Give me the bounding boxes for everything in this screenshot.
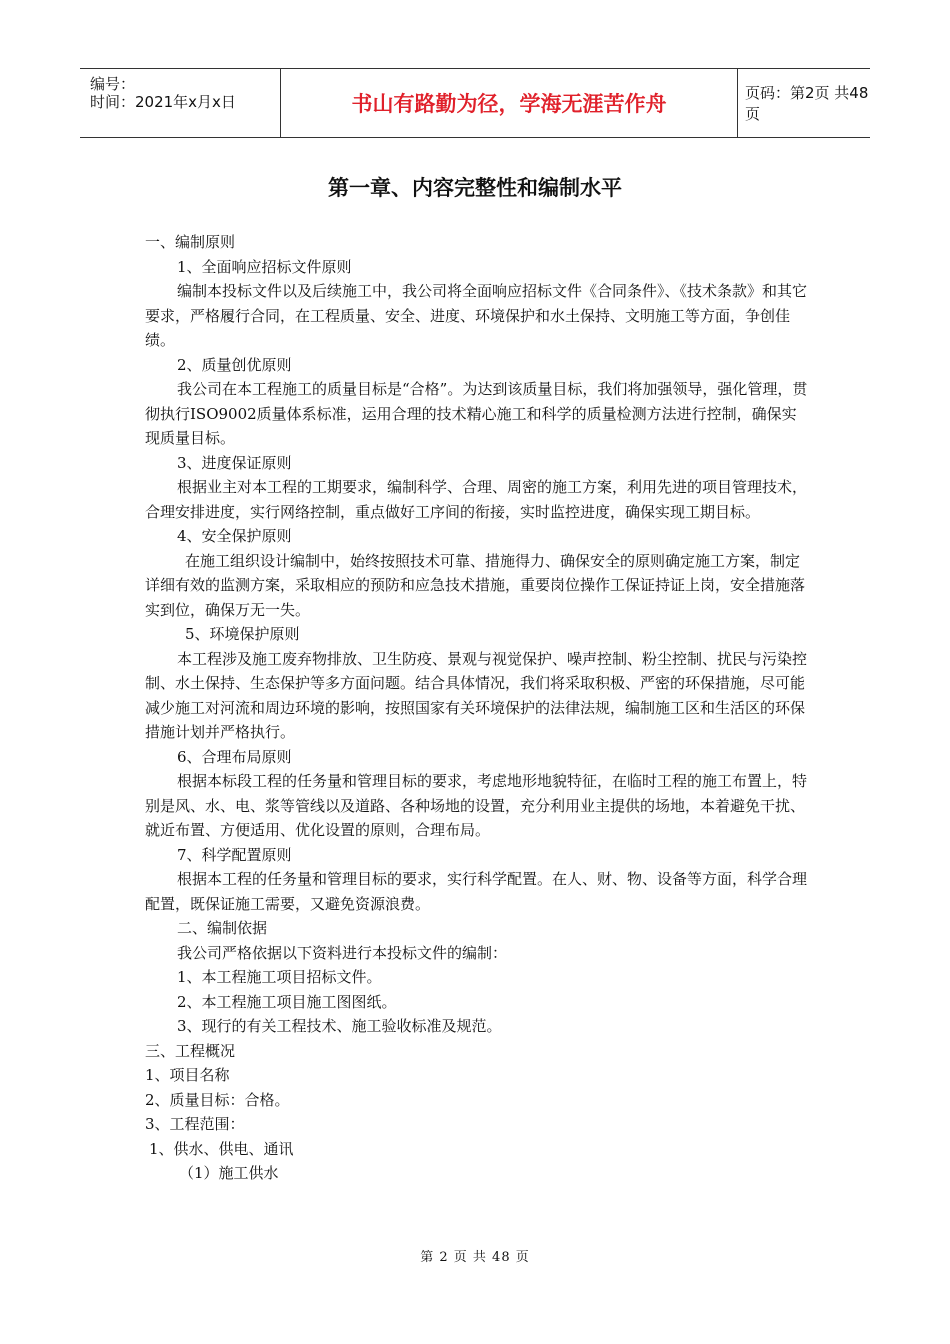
page-footer: 第 2 页 共 48 页: [420, 1250, 530, 1265]
subsection-heading: 4、安全保护原则: [177, 527, 292, 545]
list-item: 2、质量目标：合格。: [145, 1090, 290, 1109]
list-item: （1）施工供水: [179, 1164, 279, 1182]
paragraph: 根据本标段工程的任务量和管理目标的要求，考虑地形地貌特征，在临时工程的施工布置上，特别是风、水、电、浆等管线以及道路、各种场地的设置，充分利用业主提供的场地，本着避免干扰、就近布置、方便适用、优化设置的原则，合理布局。: [145, 772, 808, 839]
document-number-label: 编号：: [90, 75, 136, 93]
subsection-heading: 1、全面响应招标文件原则: [177, 257, 352, 276]
subsection-heading: 2、质量创优原则: [177, 355, 292, 374]
subsection-heading: 5、环境保护原则: [185, 625, 300, 643]
list-item: 1、供水、供电、通讯: [149, 1139, 294, 1158]
list-item: 2、本工程施工项目施工图图纸。: [177, 992, 397, 1011]
list-item: 3、现行的有关工程技术、施工验收标准及规范。: [177, 1017, 502, 1035]
section-heading: 三、工程概况: [145, 1041, 236, 1060]
list-item: 1、本工程施工项目招标文件。: [177, 968, 382, 986]
list-item: 1、项目名称: [145, 1066, 230, 1084]
subsection-heading: 6、合理布局原则: [177, 747, 292, 766]
subsection-heading: 7、科学配置原则: [177, 845, 292, 864]
paragraph: 编制本投标文件以及后续施工中，我公司将全面响应招标文件《合同条件》、《技术条款》和其它要求，严格履行合同，在工程质量、安全、进度、环境保护和水土保持、文明施工等方面，争创佳绩。: [145, 282, 808, 349]
document-date: 时间：2021年x月x日: [90, 93, 236, 111]
document-body: [145, 230, 810, 1186]
paragraph: 本工程涉及施工废弃物排放、卫生防疫、景观与视觉保护、噪声控制、粉尘控制、扰民与污染控制、水土保持、生态保护等多方面问题。结合具体情况，我们将采取积极、严密的环保措施，尽可能减少施工对河流和周边环境的影响，按照国家有关环境保护的法律法规，编制施工区和生活区的环保措施计划并严格执行。: [145, 649, 808, 741]
chapter-title: 第一章、内容完整性和编制水平: [328, 176, 622, 200]
paragraph: 我公司在本工程施工的质量目标是“合格”。为达到该质量目标，我们将加强领导，强化管理，贯彻执行ISO9002质量体系标准，运用合理的技术精心施工和科学的质量检测方法进行控制，确保实现质量目标。: [145, 380, 808, 447]
section-heading: 一、编制原则: [145, 233, 236, 251]
page-header: [80, 68, 870, 138]
header-motto: 书山有路勤为径，学海无涯苦作舟: [280, 69, 738, 137]
list-item: 3、工程范围：: [145, 1115, 245, 1133]
subsection-heading: 3、进度保证原则: [177, 453, 292, 472]
paragraph: 根据业主对本工程的工期要求，编制科学、合理、周密的施工方案，利用先进的项目管理技术，合理安排进度，实行网络控制，重点做好工序间的衔接，实时监控进度，确保实现工期目标。: [145, 478, 808, 521]
paragraph: 我公司严格依据以下资料进行本投标文件的编制：: [177, 943, 508, 962]
header-page-info: 页码：第2页 共48页: [745, 84, 869, 123]
header-meta: [80, 69, 280, 137]
paragraph: 在施工组织设计编制中，始终按照技术可靠、措施得力、确保安全的原则确定施工方案，制定详细有效的监测方案，采取相应的预防和应急技术措施，重要岗位操作工保证持证上岗，安全措施落实到位，确保万无一失。: [145, 551, 806, 619]
paragraph: 根据本工程的任务量和管理目标的要求，实行科学配置。在人、财、物、设备等方面，科学合理配置，既保证施工需要，又避免资源浪费。: [145, 870, 808, 913]
section-heading: 二、编制依据: [177, 919, 268, 937]
